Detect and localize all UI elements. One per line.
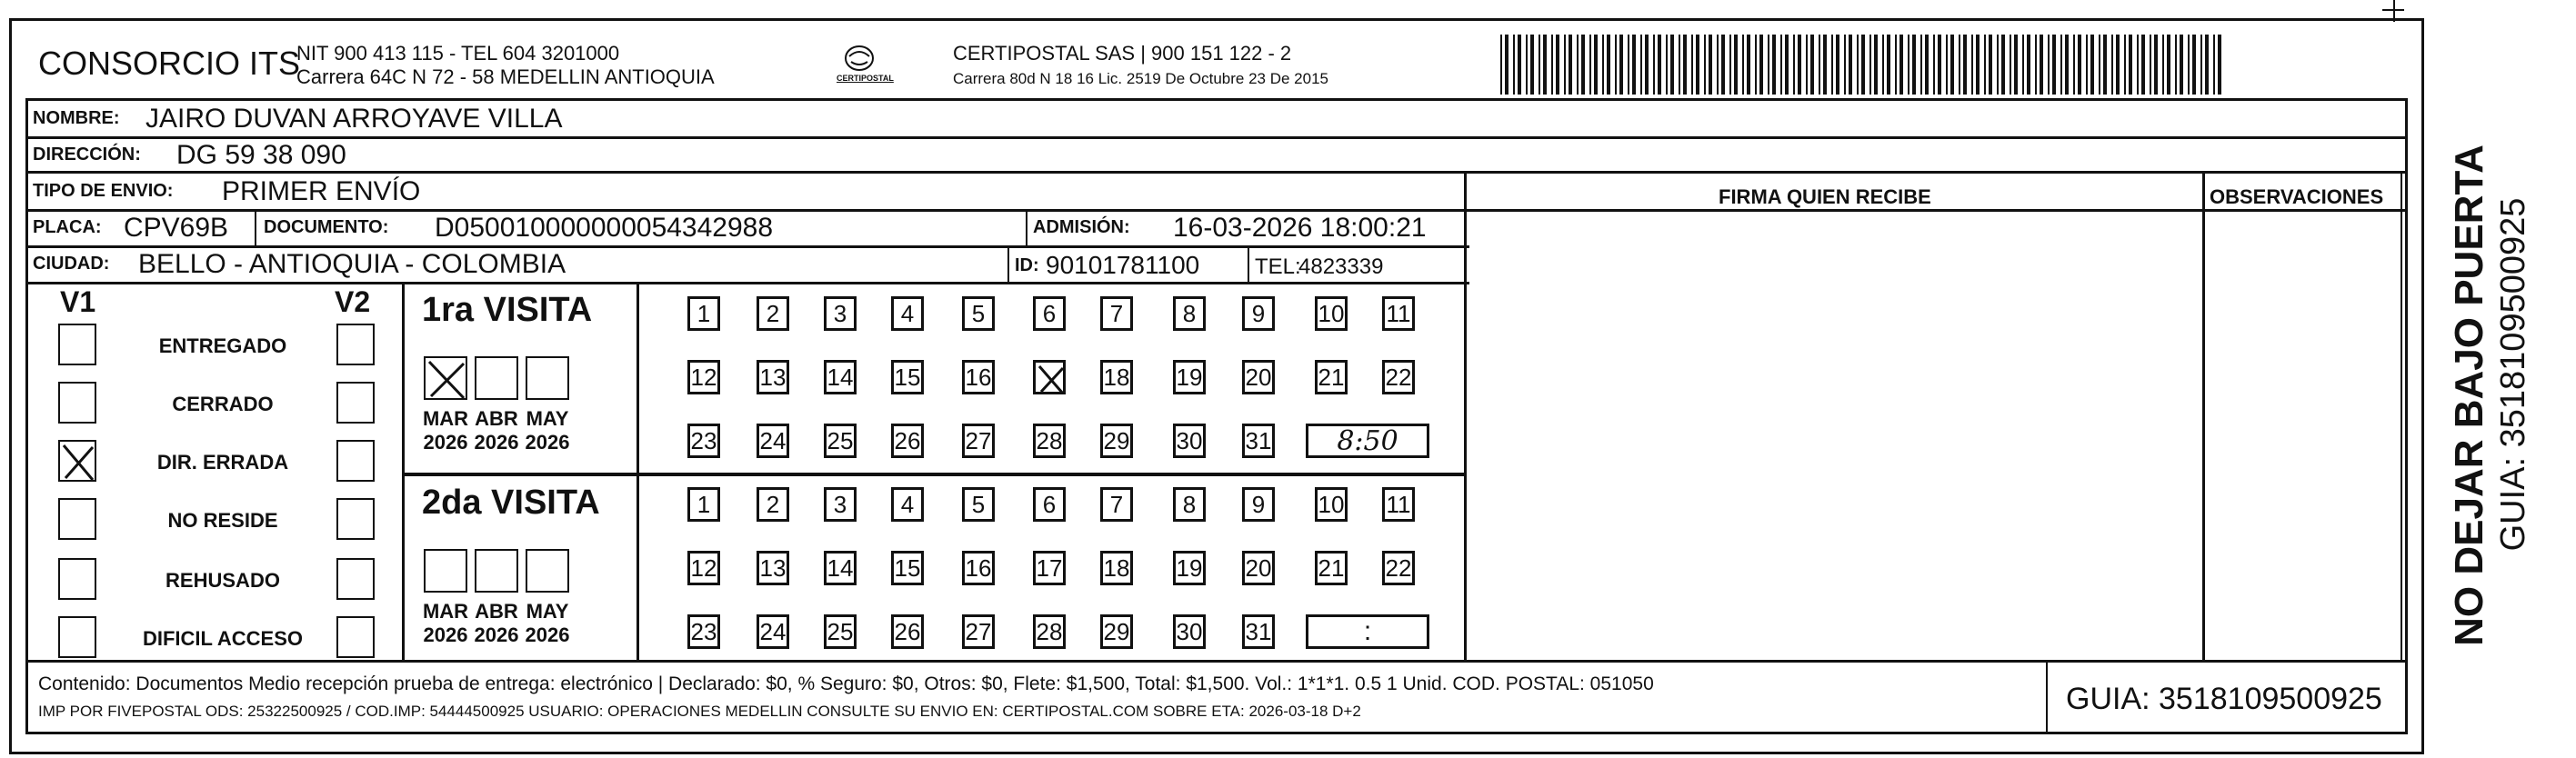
day-box[interactable]: 20: [1242, 360, 1275, 394]
status-label: CERRADO: [172, 393, 274, 415]
day-box[interactable]: 4: [891, 296, 924, 331]
firma-column-rule: [1464, 171, 1467, 660]
day-box[interactable]: 3: [824, 487, 857, 522]
day-box[interactable]: 26: [891, 424, 924, 458]
day-box[interactable]: 9: [1242, 296, 1275, 331]
day-box[interactable]: 11: [1382, 487, 1415, 522]
month-label: MAY: [526, 407, 569, 430]
day-box[interactable]: 31: [1242, 614, 1275, 649]
company-name: CONSORCIO ITS: [38, 45, 301, 82]
corner-mark-horizontal: [2382, 9, 2404, 11]
day-box[interactable]: 29: [1100, 614, 1133, 649]
day-box[interactable]: 17: [1033, 551, 1066, 585]
days-left-rule: [636, 282, 639, 660]
v2-checkbox[interactable]: [336, 558, 375, 600]
tipo-envio-label: TIPO DE ENVIO:: [33, 181, 174, 201]
day-box[interactable]: 13: [757, 551, 789, 585]
time-box[interactable]: 8:50: [1306, 424, 1429, 458]
row-rule: [25, 245, 1469, 248]
id-divider: [1007, 245, 1009, 282]
row-rule: [25, 171, 2408, 174]
v1-checkbox[interactable]: [58, 616, 96, 658]
month-checkbox[interactable]: [424, 549, 467, 593]
day-box[interactable]: 6: [1033, 487, 1066, 522]
day-box[interactable]: 5: [962, 487, 995, 522]
v2-checkbox[interactable]: [336, 324, 375, 365]
month-checkbox[interactable]: [424, 356, 467, 400]
visits-divider: [402, 473, 1464, 476]
v1-checkbox[interactable]: [58, 324, 96, 365]
day-box[interactable]: 15: [891, 551, 924, 585]
tel-label: TEL:: [1255, 254, 1301, 279]
footer-content-line: Contenido: Documentos Medio recepción prueba de entrega: electrónico | Declarado: $0, % Seguro: $0, Otros: $0, Flete: $1,500, Total: $1,500. Vol.: 1*1*1. 0.5 1 Unid. COD. POSTAL: 051050: [38, 673, 1654, 694]
day-box[interactable]: 10: [1315, 296, 1348, 331]
day-box[interactable]: 2: [757, 296, 789, 331]
status-label: ENTREGADO: [158, 334, 287, 357]
day-box[interactable]: 21: [1315, 360, 1348, 394]
documento-label: DOCUMENTO:: [264, 217, 389, 237]
day-box[interactable]: 19: [1173, 360, 1206, 394]
day-box[interactable]: 24: [757, 424, 789, 458]
month-year: 2026: [525, 431, 570, 454]
admision-divider: [1026, 209, 1027, 245]
day-box[interactable]: 21: [1315, 551, 1348, 585]
day-box[interactable]: 19: [1173, 551, 1206, 585]
check-mark-icon: [426, 358, 469, 402]
observaciones-column-rule: [2202, 171, 2205, 660]
ciudad-value: BELLO - ANTIOQUIA - COLOMBIA: [138, 249, 566, 279]
v2-header: V2: [335, 285, 371, 318]
day-box[interactable]: 7: [1100, 487, 1133, 522]
day-box[interactable]: 16: [962, 360, 995, 394]
month-year: 2026: [474, 431, 519, 454]
month-year: 2026: [423, 623, 468, 646]
admision-value: 16-03-2026 18:00:21: [1173, 213, 1427, 243]
status-label: NO RESIDE: [167, 509, 278, 532]
day-box[interactable]: 11: [1382, 296, 1415, 331]
day-box[interactable]: 5: [962, 296, 995, 331]
day-box[interactable]: 12: [687, 551, 720, 585]
second-visit-title: 2da VISITA: [422, 484, 600, 522]
month-year: 2026: [423, 431, 468, 454]
placa-divider: [255, 209, 256, 245]
v1-checkbox[interactable]: [58, 382, 96, 424]
day-box[interactable]: 6: [1033, 296, 1066, 331]
day-box[interactable]: 22: [1382, 360, 1415, 394]
ciudad-label: CIUDAD:: [33, 254, 110, 274]
v2-checkbox[interactable]: [336, 498, 375, 540]
v1-checkbox[interactable]: [58, 440, 96, 482]
visits-left-rule: [402, 282, 405, 660]
side-guia: GUIA: 3518109500925: [2494, 197, 2532, 552]
carrier-name-line: CERTIPOSTAL SAS | 900 151 122 - 2: [953, 42, 1292, 65]
status-label: DIFICIL ACCESO: [142, 627, 303, 650]
day-box[interactable]: 30: [1173, 424, 1206, 458]
day-box[interactable]: 2: [757, 487, 789, 522]
month-year: 2026: [474, 623, 519, 646]
tel-value: 4823339: [1298, 254, 1384, 279]
side-column-rule: [2401, 171, 2402, 660]
carrier-address-line: Carrera 80d N 18 16 Lic. 2519 De Octubre 23 De 2015: [953, 70, 1328, 87]
day-box[interactable]: 20: [1242, 551, 1275, 585]
day-box[interactable]: 9: [1242, 487, 1275, 522]
v1-checkbox[interactable]: [58, 498, 96, 540]
check-mark-icon: [60, 442, 98, 484]
day-box[interactable]: 14: [824, 360, 857, 394]
month-label: MAR: [422, 407, 469, 430]
day-box[interactable]: 27: [962, 614, 995, 649]
day-box[interactable]: 28: [1033, 424, 1066, 458]
v2-checkbox[interactable]: [336, 440, 375, 482]
placa-label: PLACA:: [33, 217, 102, 237]
footer-guia-box: GUIA: 3518109500925: [2066, 682, 2382, 716]
tel-divider: [1248, 245, 1249, 282]
company-address-line: Carrera 64C N 72 - 58 MEDELLIN ANTIOQUIA: [296, 65, 715, 88]
day-box[interactable]: 23: [687, 424, 720, 458]
day-box[interactable]: 12: [687, 360, 720, 394]
day-box[interactable]: 26: [891, 614, 924, 649]
documento-value: D050010000000054342988: [435, 213, 774, 243]
day-box[interactable]: 23: [687, 614, 720, 649]
id-label: ID:: [1015, 255, 1039, 275]
month-checkbox[interactable]: [526, 549, 569, 593]
day-box[interactable]: 4: [891, 487, 924, 522]
day-box[interactable]: [1033, 360, 1066, 394]
logo-caption: CERTIPOSTAL: [837, 74, 894, 83]
nombre-value: JAIRO DUVAN ARROYAVE VILLA: [145, 104, 563, 134]
first-visit-title: 1ra VISITA: [422, 291, 593, 329]
check-mark-icon: [1036, 363, 1068, 397]
status-label: REHUSADO: [165, 569, 280, 592]
footer-rule: [25, 660, 2408, 663]
tipo-envio-value: PRIMER ENVÍO: [222, 176, 421, 206]
day-box[interactable]: 28: [1033, 614, 1066, 649]
row-rule: [25, 136, 2408, 139]
admision-label: ADMISIÓN:: [1033, 217, 1130, 237]
direccion-value: DG 59 38 090: [176, 140, 346, 170]
side-notice: NO DEJAR BAJO PUERTA: [2447, 145, 2491, 646]
month-label: ABR: [475, 407, 518, 430]
month-year: 2026: [525, 623, 570, 646]
day-box[interactable]: 3: [824, 296, 857, 331]
day-box[interactable]: 31: [1242, 424, 1275, 458]
day-box[interactable]: 27: [962, 424, 995, 458]
day-box[interactable]: 10: [1315, 487, 1348, 522]
id-value: 90101781100: [1046, 251, 1200, 279]
column-header-rule: [1464, 209, 2401, 211]
day-box[interactable]: 8: [1173, 296, 1206, 331]
observaciones-header: OBSERVACIONES: [2210, 185, 2384, 208]
day-box[interactable]: 25: [824, 614, 857, 649]
day-box[interactable]: 18: [1100, 360, 1133, 394]
time-box[interactable]: :: [1306, 614, 1429, 649]
v2-checkbox[interactable]: [336, 616, 375, 658]
firma-header: FIRMA QUIEN RECIBE: [1719, 185, 1931, 208]
month-checkbox[interactable]: [475, 356, 518, 400]
month-checkbox[interactable]: [526, 356, 569, 400]
day-box[interactable]: 30: [1173, 614, 1206, 649]
footer-guia-divider: [2046, 660, 2048, 734]
footer-imp-line: IMP POR FIVEPOSTAL ODS: 25322500925 / COD.IMP: 54444500925 USUARIO: OPERACIONES MEDELLIN CONSULTE SU ENVIO EN: CERTIPOSTAL.COM SOBRE ETA: 2026-03-18 D+2: [38, 703, 1361, 720]
day-box[interactable]: 13: [757, 360, 789, 394]
day-box[interactable]: 24: [757, 614, 789, 649]
company-nit-line: NIT 900 413 115 - TEL 604 3201000: [296, 42, 620, 65]
day-box[interactable]: 22: [1382, 551, 1415, 585]
placa-value: CPV69B: [124, 213, 229, 243]
month-label: MAY: [526, 600, 569, 623]
v1-header: V1: [60, 285, 96, 318]
row-rule: [25, 282, 1469, 284]
direccion-label: DIRECCIÓN:: [33, 145, 141, 165]
day-box[interactable]: 1: [687, 296, 720, 331]
day-box[interactable]: 16: [962, 551, 995, 585]
day-box[interactable]: 14: [824, 551, 857, 585]
month-checkbox[interactable]: [475, 549, 518, 593]
day-box[interactable]: 8: [1173, 487, 1206, 522]
day-box[interactable]: 18: [1100, 551, 1133, 585]
day-box[interactable]: 7: [1100, 296, 1133, 331]
nombre-label: NOMBRE:: [33, 108, 120, 128]
day-box[interactable]: 1: [687, 487, 720, 522]
v1-checkbox[interactable]: [58, 558, 96, 600]
status-label: DIR. ERRADA: [156, 451, 289, 474]
v2-checkbox[interactable]: [336, 382, 375, 424]
month-label: ABR: [475, 600, 518, 623]
day-box[interactable]: 15: [891, 360, 924, 394]
day-box[interactable]: 25: [824, 424, 857, 458]
day-box[interactable]: 29: [1100, 424, 1133, 458]
month-label: MAR: [422, 600, 469, 623]
